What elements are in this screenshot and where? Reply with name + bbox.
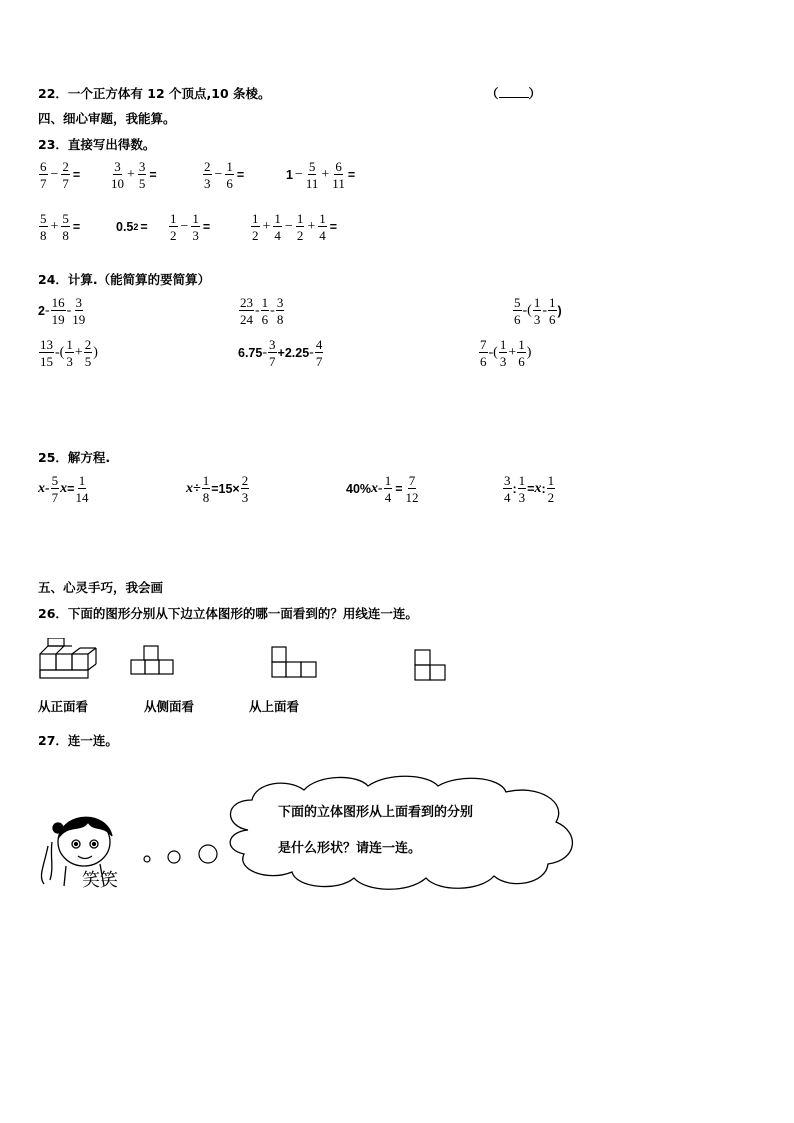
numerator: 5	[40, 211, 47, 226]
math-token: −	[294, 167, 303, 182]
math-token: 0.5	[116, 220, 134, 234]
denominator: 11	[332, 176, 345, 191]
math-token: x-	[38, 481, 50, 496]
math-token: :	[541, 482, 546, 496]
denominator: 7	[51, 490, 59, 505]
math-token: -	[66, 303, 72, 318]
section-5-heading: 五、心灵手巧，我会画	[38, 580, 164, 595]
math-token: 2	[38, 304, 45, 318]
math-token: =	[140, 220, 148, 234]
numerator: 1	[226, 159, 233, 174]
view-label-top: 从上面看	[249, 699, 300, 714]
answer-blank[interactable]	[499, 87, 529, 98]
math-token: =	[72, 168, 81, 182]
fraction	[39, 338, 54, 368]
denominator: 6	[518, 354, 525, 369]
numerator: 1	[78, 473, 86, 488]
numerator: 23	[240, 295, 253, 310]
fraction	[315, 338, 324, 368]
view-figure-3[interactable]	[414, 648, 450, 684]
fraction	[51, 296, 66, 326]
math-token: -	[488, 345, 494, 360]
section-4-heading: 四、细心审题，我能算。	[38, 111, 176, 126]
view-label-front: 从正面看	[38, 699, 89, 714]
math-token: =	[347, 168, 356, 182]
numerator: 3	[504, 473, 511, 488]
calc-23-4	[286, 160, 357, 190]
question-23-title: 23．直接写出得数。	[38, 137, 156, 152]
denominator: 2	[252, 228, 259, 243]
denominator: 4	[274, 228, 281, 243]
math-token: +2.25	[277, 346, 310, 360]
numerator: 4	[315, 337, 323, 352]
math-token: x	[534, 481, 542, 496]
math-token: (	[527, 303, 532, 318]
calc-23-3	[202, 160, 246, 190]
numerator: 1	[533, 295, 541, 310]
denominator: 6	[514, 312, 521, 327]
numerator: 13	[40, 337, 53, 352]
fraction	[406, 474, 419, 504]
math-token: +	[321, 167, 330, 182]
fraction	[169, 212, 178, 242]
denominator: 8	[276, 312, 284, 327]
fraction	[479, 338, 488, 368]
numerator: 1	[549, 295, 556, 310]
question-26-title: 26．下面的图形分别从下边立体图形的哪一面看到的？用线连一连。	[38, 606, 418, 621]
numerator: 7	[408, 473, 416, 488]
calc-24-2	[238, 296, 285, 326]
math-token: +	[74, 345, 83, 360]
numerator: 2	[241, 473, 249, 488]
math-token: =	[236, 168, 245, 182]
numerator: 1	[66, 337, 73, 352]
numerator: 2	[84, 337, 92, 352]
numerator: 1	[319, 211, 326, 226]
fraction	[518, 474, 527, 504]
denominator: 6	[480, 354, 487, 369]
denominator: 11	[305, 176, 319, 191]
denominator: 7	[40, 176, 47, 191]
fraction	[268, 338, 277, 368]
fraction	[51, 474, 60, 504]
fraction	[517, 338, 526, 368]
denominator: 5	[138, 176, 146, 191]
math-token: -	[270, 303, 275, 318]
math-token: =	[202, 220, 211, 234]
thought-cloud	[218, 770, 582, 896]
denominator: 8	[202, 490, 210, 505]
fraction	[503, 474, 512, 504]
math-token: :	[512, 482, 517, 496]
denominator: 3	[204, 176, 211, 191]
fraction	[548, 296, 557, 326]
math-token: x	[60, 481, 68, 496]
numerator: 1	[547, 473, 555, 488]
math-token: (	[493, 345, 498, 360]
denominator: 3	[192, 228, 199, 243]
calc-23-8	[250, 212, 339, 242]
denominator: 8	[62, 228, 69, 243]
numerator: 1	[296, 211, 304, 226]
numerator: 3	[276, 295, 284, 310]
math-token: −	[180, 219, 189, 234]
math-token: -	[522, 303, 528, 318]
fraction	[191, 212, 200, 242]
denominator: 2	[296, 228, 304, 243]
fraction	[65, 338, 74, 368]
fraction	[203, 160, 212, 190]
fraction	[296, 212, 305, 242]
fraction	[273, 212, 282, 242]
denominator: 3	[533, 312, 541, 327]
numerator: 3	[75, 295, 83, 310]
math-token: )	[557, 304, 562, 318]
fraction	[39, 160, 48, 190]
cloud-text-line-1: 下面的立体图形从上面看到的分别	[278, 805, 474, 820]
math-token: -	[309, 345, 314, 360]
numerator: 1	[192, 211, 199, 226]
view-figure-2[interactable]	[271, 646, 321, 680]
denominator: 15	[40, 354, 53, 369]
numerator: 5	[308, 159, 316, 174]
numerator: 5	[62, 211, 69, 226]
equation-25-4	[502, 474, 556, 504]
fraction	[239, 296, 254, 326]
denominator: 10	[111, 176, 124, 191]
numerator: 3	[138, 159, 146, 174]
solid-figure	[38, 638, 102, 682]
math-token: )	[93, 345, 98, 360]
math-token: +	[127, 167, 135, 182]
calc-23-5	[38, 212, 82, 242]
fraction	[39, 212, 48, 242]
math-token: −	[50, 167, 59, 182]
math-token: -	[262, 345, 268, 360]
denominator: 7	[269, 354, 276, 369]
denominator: 4	[384, 490, 392, 505]
math-token: )	[526, 345, 532, 360]
denominator: 19	[51, 312, 65, 327]
fraction	[138, 160, 147, 190]
denominator: 24	[240, 312, 253, 327]
denominator: 6	[549, 312, 556, 327]
question-27-title: 27．连一连。	[38, 733, 118, 748]
numerator: 7	[480, 337, 487, 352]
fraction	[547, 474, 556, 504]
fraction	[276, 296, 285, 326]
numerator: 1	[202, 473, 210, 488]
calc-24-4	[38, 338, 98, 368]
denominator: 7	[62, 176, 69, 191]
denominator: 2	[170, 228, 177, 243]
equation-25-2	[186, 474, 250, 504]
view-label-side: 从侧面看	[144, 699, 195, 714]
denominator: 6	[261, 312, 269, 327]
numerator: 6	[335, 159, 342, 174]
numerator: 6	[40, 159, 47, 174]
calc-24-5	[238, 338, 324, 368]
numerator: 1	[274, 211, 281, 226]
denominator: 5	[84, 354, 92, 369]
math-token: x-	[371, 481, 383, 496]
math-token: 2	[133, 222, 139, 232]
numerator: 1	[518, 473, 526, 488]
math-token: x÷	[186, 481, 201, 496]
math-token: -	[255, 303, 260, 318]
calc-24-1	[38, 296, 86, 326]
fraction	[225, 160, 234, 190]
numerator: 3	[269, 337, 276, 352]
math-token: 6.75	[238, 346, 263, 360]
fraction	[384, 474, 393, 504]
fraction	[84, 338, 93, 368]
denominator: 4	[319, 228, 326, 243]
math-token: −	[284, 219, 293, 234]
numerator: 1	[384, 473, 392, 488]
answer-paren[interactable]: （ ）	[486, 86, 542, 101]
numerator: 16	[51, 295, 65, 310]
equation-25-1	[38, 474, 89, 504]
fraction	[72, 296, 85, 326]
denominator: 6	[226, 176, 233, 191]
math-token: +	[508, 345, 517, 360]
denominator: 14	[75, 490, 89, 505]
fraction	[111, 160, 124, 190]
fraction	[75, 474, 88, 504]
equation-25-3	[346, 474, 420, 504]
denominator: 12	[405, 490, 419, 505]
denominator: 3	[66, 354, 73, 369]
fraction	[251, 212, 260, 242]
fraction	[306, 160, 319, 190]
denominator: 4	[504, 490, 511, 505]
fraction	[241, 474, 250, 504]
character-name: 笑笑	[82, 870, 118, 891]
denominator: 8	[40, 228, 47, 243]
math-token: =15×	[211, 482, 240, 496]
numerator: 1	[170, 211, 177, 226]
question-22-text: 22．一个正方体有 12 个顶点,10 条棱。	[38, 86, 271, 101]
denominator: 3	[499, 354, 507, 369]
thought-bubbles	[140, 842, 220, 866]
numerator: 1	[252, 211, 259, 226]
fraction	[533, 296, 542, 326]
calc-24-6	[478, 338, 531, 368]
question-25-title: 25．解方程.	[38, 450, 111, 465]
numerator: 3	[114, 159, 121, 174]
numerator: 5	[514, 295, 521, 310]
fraction	[61, 212, 70, 242]
numerator: 1	[261, 295, 269, 310]
numerator: 5	[51, 473, 59, 488]
math-token: =	[395, 482, 403, 496]
denominator: 3	[241, 490, 249, 505]
math-token: -	[542, 303, 548, 318]
math-token: (	[59, 345, 65, 360]
denominator: 7	[315, 354, 323, 369]
math-token: +	[262, 219, 271, 234]
math-token: =	[72, 220, 81, 234]
fraction	[61, 160, 70, 190]
calc-23-7	[168, 212, 212, 242]
math-token: −	[214, 167, 223, 182]
fraction	[513, 296, 522, 326]
fraction	[499, 338, 508, 368]
denominator: 19	[72, 312, 86, 327]
math-token: =	[149, 168, 157, 182]
math-token: =	[329, 220, 338, 234]
math-token: =	[527, 482, 535, 496]
numerator: 2	[62, 159, 69, 174]
question-22	[38, 84, 271, 102]
math-token: =	[67, 482, 75, 496]
calc-23-6	[116, 220, 150, 234]
calc-24-3	[512, 296, 562, 326]
math-token: +	[50, 219, 59, 234]
math-token: 40%	[346, 482, 372, 496]
numerator: 1	[518, 337, 525, 352]
math-token: 1	[286, 168, 293, 182]
fraction	[332, 160, 345, 190]
cloud-text-line-2: 是什么形状？请连一连。	[278, 841, 422, 856]
view-figure-1[interactable]	[130, 644, 178, 680]
fraction	[318, 212, 327, 242]
fraction	[261, 296, 270, 326]
calc-23-1	[38, 160, 82, 190]
fraction	[202, 474, 211, 504]
math-token: +	[307, 219, 316, 234]
math-token: -	[44, 303, 50, 318]
question-24-title: 24．计算.（能简算的要简算）	[38, 272, 211, 287]
numerator: 1	[499, 337, 507, 352]
calc-23-2	[110, 160, 159, 190]
numerator: 2	[204, 159, 211, 174]
denominator: 3	[518, 490, 526, 505]
denominator: 2	[547, 490, 555, 505]
math-token: -	[55, 345, 60, 360]
